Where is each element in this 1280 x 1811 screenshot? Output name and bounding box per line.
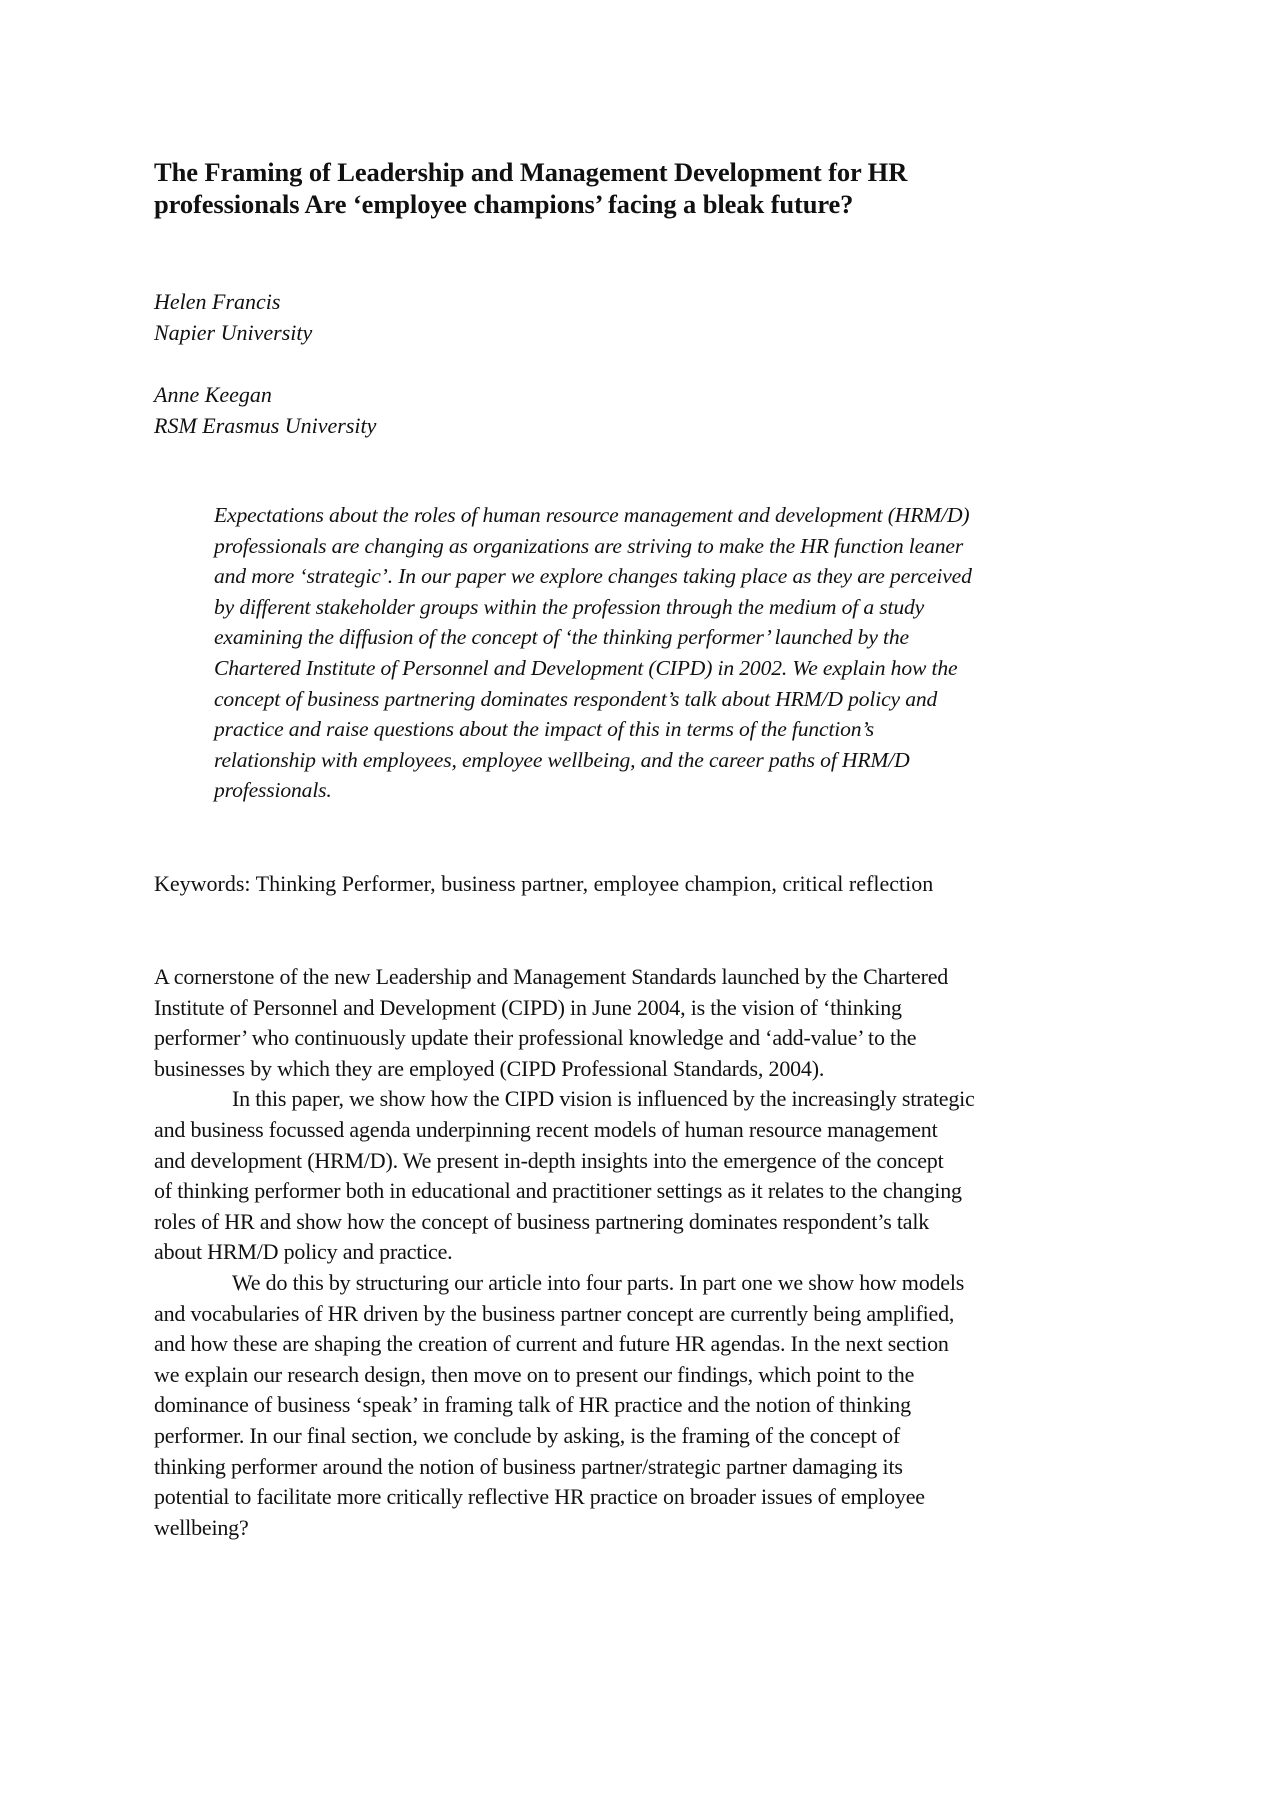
body-line: performer’ who continuously update their professional knowledge and ‘add-value’ to the: [154, 1025, 917, 1051]
body-text: [154, 962, 1154, 1543]
body-line: performer. In our final section, we conclude by asking, is the framing of the concept of: [154, 1422, 901, 1448]
author-affiliation: Napier University: [154, 320, 313, 345]
body-paragraph-3: [154, 1268, 1154, 1543]
body-line: and business focussed agenda underpinning recent models of human resource management: [154, 1116, 938, 1142]
body-line: potential to facilitate more critically reflective HR practice on broader issues of employee: [154, 1484, 925, 1510]
abstract-line: concept of business partnering dominates respondent’s talk about HRM/D policy and: [214, 686, 938, 711]
body-line: thinking performer around the notion of business partner/strategic partner damaging its: [154, 1453, 903, 1479]
abstract-line: practice and raise questions about the impact of this in terms of the function’s: [214, 717, 874, 742]
author-name: Helen Francis: [154, 289, 281, 314]
body-line: wellbeing?: [154, 1514, 249, 1540]
author-affiliation: RSM Erasmus University: [154, 413, 377, 438]
body-line: businesses by which they are employed (CIPD Professional Standards, 2004).: [154, 1055, 825, 1081]
abstract-line: professionals are changing as organizations are striving to make the HR function leaner: [214, 533, 964, 558]
paper-title: [154, 156, 1154, 220]
body-line: In this paper, we show how the CIPD vision is influenced by the increasingly strategic: [232, 1086, 975, 1112]
body-paragraph-1: [154, 962, 1154, 1084]
abstract-line: examining the diffusion of the concept of ‘the thinking performer’ launched by the: [214, 625, 909, 650]
body-line: Institute of Personnel and Development (CIPD) in June 2004, is the vision of ‘thinking: [154, 994, 902, 1020]
abstract-line: by different stakeholder groups within the profession through the medium of a study: [214, 594, 925, 619]
body-line: dominance of business ‘speak’ in framing talk of HR practice and the notion of thinking: [154, 1392, 911, 1418]
author-entry: [154, 286, 376, 348]
author-entry: [154, 379, 376, 441]
abstract-line: professionals.: [214, 778, 332, 803]
body-line: A cornerstone of the new Leadership and Management Standards launched by the Chartered: [154, 964, 949, 989]
body-line: of thinking performer both in educational and practitioner settings as it relates to the changing: [154, 1178, 962, 1204]
abstract: [214, 500, 1174, 806]
body-paragraph-2: [154, 1084, 1154, 1268]
title-line: professionals Are ‘employee champions’ facing a bleak future?: [154, 189, 854, 219]
body-line: about HRM/D policy and practice.: [154, 1239, 453, 1265]
title-line: The Framing of Leadership and Management Development for HR: [154, 157, 908, 187]
body-line: and development (HRM/D). We present in-depth insights into the emergence of the concept: [154, 1147, 944, 1173]
body-line: and how these are shaping the creation of current and future HR agendas. In the next section: [154, 1331, 949, 1357]
body-line: we explain our research design, then move on to present our findings, which point to the: [154, 1361, 915, 1387]
keywords: Keywords: Thinking Performer, business partner, employee champion, critical reflection: [154, 871, 934, 896]
body-line: We do this by structuring our article into four parts. In part one we show how models: [232, 1269, 965, 1295]
abstract-line: and more ‘strategic’. In our paper we explore changes taking place as they are perceived: [214, 564, 972, 589]
body-line: roles of HR and show how the concept of business partnering dominates respondent’s talk: [154, 1208, 930, 1234]
abstract-line: Expectations about the roles of human resource management and development (HRM/D): [214, 503, 970, 527]
abstract-line: Chartered Institute of Personnel and Development (CIPD) in 2002. We explain how the: [214, 655, 958, 680]
body-line: and vocabularies of HR driven by the business partner concept are currently being amplified,: [154, 1300, 955, 1326]
author-list: [154, 286, 376, 472]
abstract-line: relationship with employees, employee wellbeing, and the career paths of HRM/D: [214, 747, 910, 772]
author-name: Anne Keegan: [154, 382, 272, 407]
